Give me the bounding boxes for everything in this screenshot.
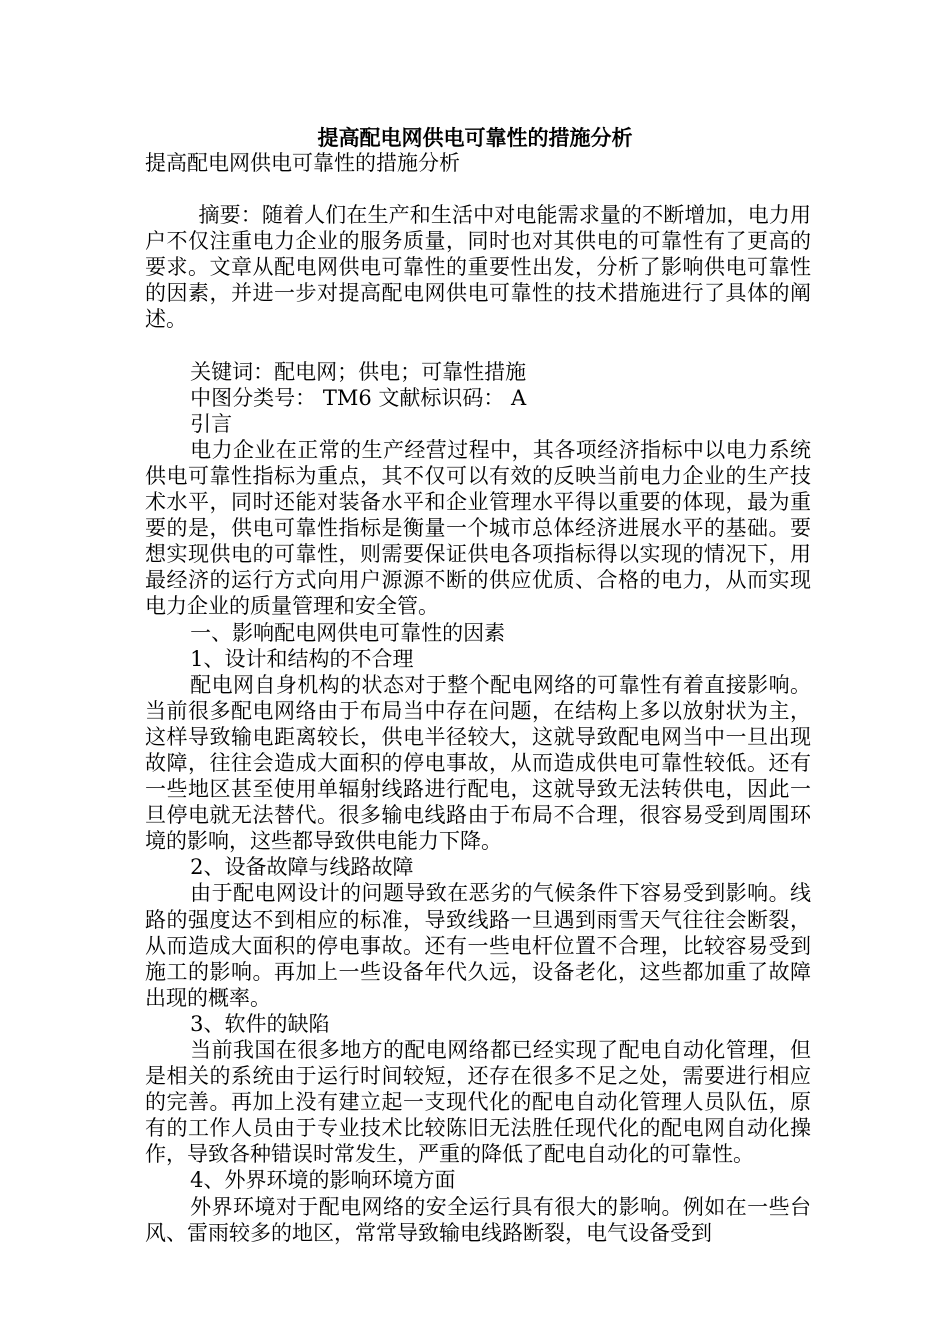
keywords-line: 关键词：配电网；供电；可靠性措施 (190, 359, 527, 384)
section-heading-1: 一、影响配电网供电可靠性的因素 (190, 620, 506, 645)
subsection-heading-2: 2、设备故障与线路故障 (190, 855, 414, 880)
subsection-paragraph-4: 外界环境对于配电网络的安全运行具有很大的影响。例如在一些台风、雷雨较多的地区，常常导致输电线路断裂，电气设备受到 (145, 1194, 811, 1245)
subsection-heading-3: 3、软件的缺陷 (190, 1011, 330, 1036)
classification-line: 中图分类号： TM6 文献标识码： A (190, 385, 527, 410)
subsection-paragraph-2: 由于配电网设计的问题导致在恶劣的气候条件下容易受到影响。线路的强度达不到相应的标准，导致线路一旦遇到雨雪天气往往会断裂，从而造成大面积的停电事故。还有一些电杆位置不合理，比较容易受到施工的影响。再加上一些设备年代久远，设备老化，这些都加重了故障出现的概率。 (145, 881, 811, 1010)
document-title: 提高配电网供电可靠性的措施分析 (317, 125, 633, 150)
intro-paragraph: 电力企业在正常的生产经营过程中，其各项经济指标中以电力系统供电可靠性指标为重点，其不仅可以有效的反映当前电力企业的生产技术水平，同时还能对装备水平和企业管理水平得以重要的体现，最为重要的是，供电可靠性指标是衡量一个城市总体经济进展水平的基础。要想实现供电的可靠性，则需要保证供电各项指标得以实现的情况下，用最经济的运行方式向用户源源不断的供应优质、合格的电力，从而实现电力企业的质量管理和安全管。 (145, 437, 811, 619)
abstract-paragraph: 摘要：随着人们在生产和生活中对电能需求量的不断增加，电力用户不仅注重电力企业的服务质量，同时也对其供电的可靠性有了更高的要求。文章从配电网供电可靠性的重要性出发，分析了影响供电可靠性的因素，并进一步对提高配电网供电可靠性的技术措施进行了具体的阐述。 (145, 203, 811, 332)
document-subtitle: 提高配电网供电可靠性的措施分析 (145, 151, 460, 175)
intro-heading: 引言 (190, 411, 233, 436)
subsection-paragraph-3: 当前我国在很多地方的配电网络都已经实现了配电自动化管理，但是相关的系统由于运行时间较短，还存在很多不足之处，需要进行相应的完善。再加上没有建立起一支现代化的配电自动化管理人员队伍，原有的工作人员由于专业技术比较陈旧无法胜任现代化的配电网自动化操作，导致各种错误时常发生，严重的降低了配电自动化的可靠性。 (145, 1038, 811, 1167)
subsection-paragraph-1: 配电网自身机构的状态对于整个配电网络的可靠性有着直接影响。当前很多配电网络由于布局当中存在问题，在结构上多以放射状为主，这样导致输电距离较长，供电半径较大，这就导致配电网当中一旦出现故障，往往会造成大面积的停电事故，从而造成供电可靠性较低。还有一些地区甚至使用单辐射线路进行配电，这就导致无法转供电，因此一旦停电就无法替代。很多输电线路由于布局不合理，很容易受到周围环境的影响，这些都导致供电能力下降。 (145, 672, 811, 854)
subsection-heading-4: 4、外界环境的影响环境方面 (190, 1168, 456, 1193)
document-body (145, 150, 811, 1246)
subsection-heading-1: 1、设计和结构的不合理 (190, 646, 414, 671)
